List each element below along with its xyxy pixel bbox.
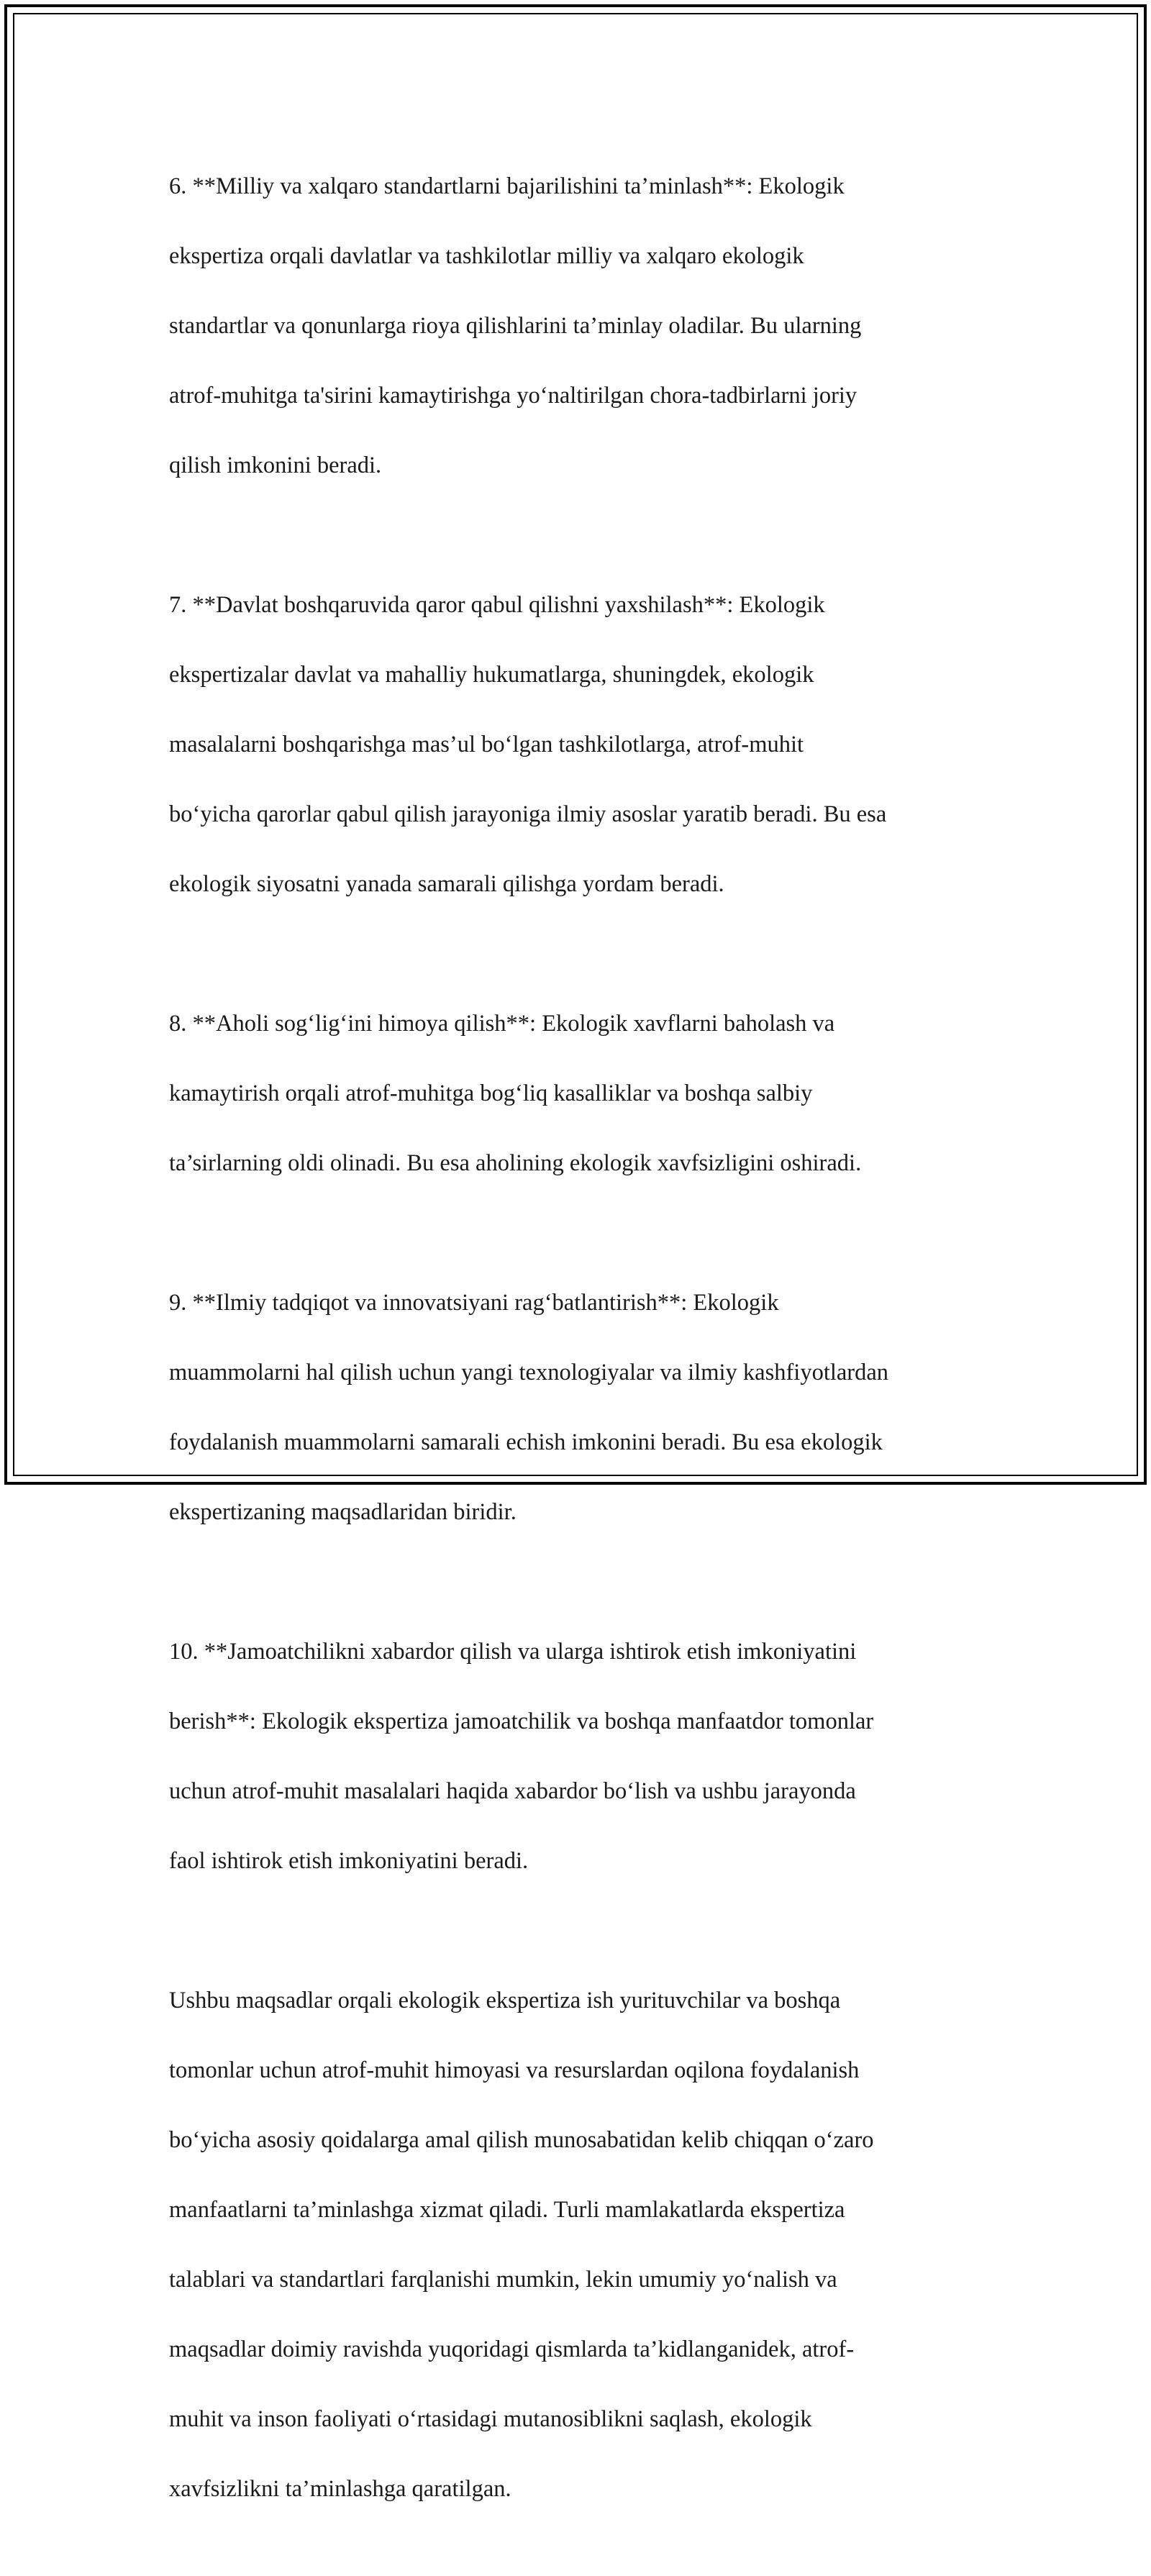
text-line: berish**: Ekologik ekspertiza jamoatchilik va boshqa manfaatdor tomonlar (169, 1708, 874, 1734)
text-line: uchun atrof-muhit masalalari haqida xabardor bo‘lish va ushbu jarayonda (169, 1778, 856, 1804)
text-line: talablari va standartlari farqlanishi mumkin, lekin umumiy yo‘nalish va (169, 2266, 837, 2293)
text-line: muhit va inson faoliyati o‘rtasidagi mutanosiblikni saqlash, ekologik (169, 2406, 812, 2432)
text-line: Ushbu maqsadlar orqali ekologik ekspertiza ish yurituvchilar va boshqa (169, 1987, 841, 2013)
text-line: 7. **Davlat boshqaruvida qaror qabul qilishni yaxshilash**: Ekologik (169, 591, 825, 618)
text-line: ekologik siyosatni yanada samarali qilishga yordam beradi. (169, 870, 724, 897)
text-line: xavfsizlikni ta’minlashga qaratilgan. (169, 2475, 511, 2502)
text-line: ekspertizalar davlat va mahalliy hukumatlarga, shuningdek, ekologik (169, 661, 814, 688)
text-line: ta’sirlarning oldi olinadi. Bu esa aholining ekologik xavfsizligini oshiradi. (169, 1150, 862, 1176)
paragraph-item-6 (169, 134, 993, 518)
text-line: tomonlar uchun atrof-muhit himoyasi va resurslardan oqilona foydalanish (169, 2057, 860, 2083)
text-line: maqsadlar doimiy ravishda yuqoridagi qismlarda ta’kidlanganidek, atrof- (169, 2336, 855, 2362)
text-line: ekspertizaning maqsadlaridan biridir. (169, 1498, 517, 1525)
paragraph-conclusion (169, 1948, 993, 2541)
text-line: standartlar va qonunlarga rioya qilishlarini ta’minlay oladilar. Bu ularning (169, 312, 862, 339)
text-line: kamaytirish orqali atrof-muhitga bog‘liq kasalliklar va boshqa salbiy (169, 1080, 813, 1106)
text-line: atrof-muhitga ta'sirini kamaytirishga yo‘naltirilgan chora-tadbirlarni joriy (169, 382, 857, 409)
text-line: foydalanish muammolarni samarali echish imkonini beradi. Bu esa ekologik (169, 1429, 883, 1455)
paragraph-item-7 (169, 552, 993, 937)
paragraph-item-8 (169, 971, 993, 1216)
text-line: 8. **Aholi sog‘lig‘ini himoya qilish**: Ekologik xavflarni baholash va (169, 1010, 835, 1037)
text-line: manfaatlarni ta’minlashga xizmat qiladi. Turli mamlakatlarda ekspertiza (169, 2196, 845, 2223)
document-body (169, 134, 993, 2576)
text-line: 9. **Ilmiy tadqiqot va innovatsiyani rag‘batlantirish**: Ekologik (169, 1289, 779, 1316)
text-line: 10. **Jamoatchilikni xabardor qilish va ularga ishtirok etish imkoniyatini (169, 1638, 857, 1665)
paragraph-item-9 (169, 1250, 993, 1565)
text-line: faol ishtirok etish imkoniyatini beradi. (169, 1847, 529, 1874)
text-line: 6. **Milliy va xalqaro standartlarni bajarilishini ta’minlash**: Ekologik (169, 173, 845, 199)
text-line: bo‘yicha asosiy qoidalarga amal qilish munosabatidan kelib chiqqan o‘zaro (169, 2126, 874, 2153)
text-line: ekspertiza orqali davlatlar va tashkilotlar milliy va xalqaro ekologik (169, 242, 804, 269)
text-line: bo‘yicha qarorlar qabul qilish jarayoniga ilmiy asoslar yaratib beradi. Bu esa (169, 801, 887, 827)
text-line: qilish imkonini beradi. (169, 452, 382, 478)
text-line: masalalarni boshqarishga mas’ul bo‘lgan tashkilotlarga, atrof-muhit (169, 731, 804, 757)
paragraph-item-10 (169, 1599, 993, 1913)
text-line: muammolarni hal qilish uchun yangi texnologiyalar va ilmiy kashfiyotlardan (169, 1359, 889, 1385)
